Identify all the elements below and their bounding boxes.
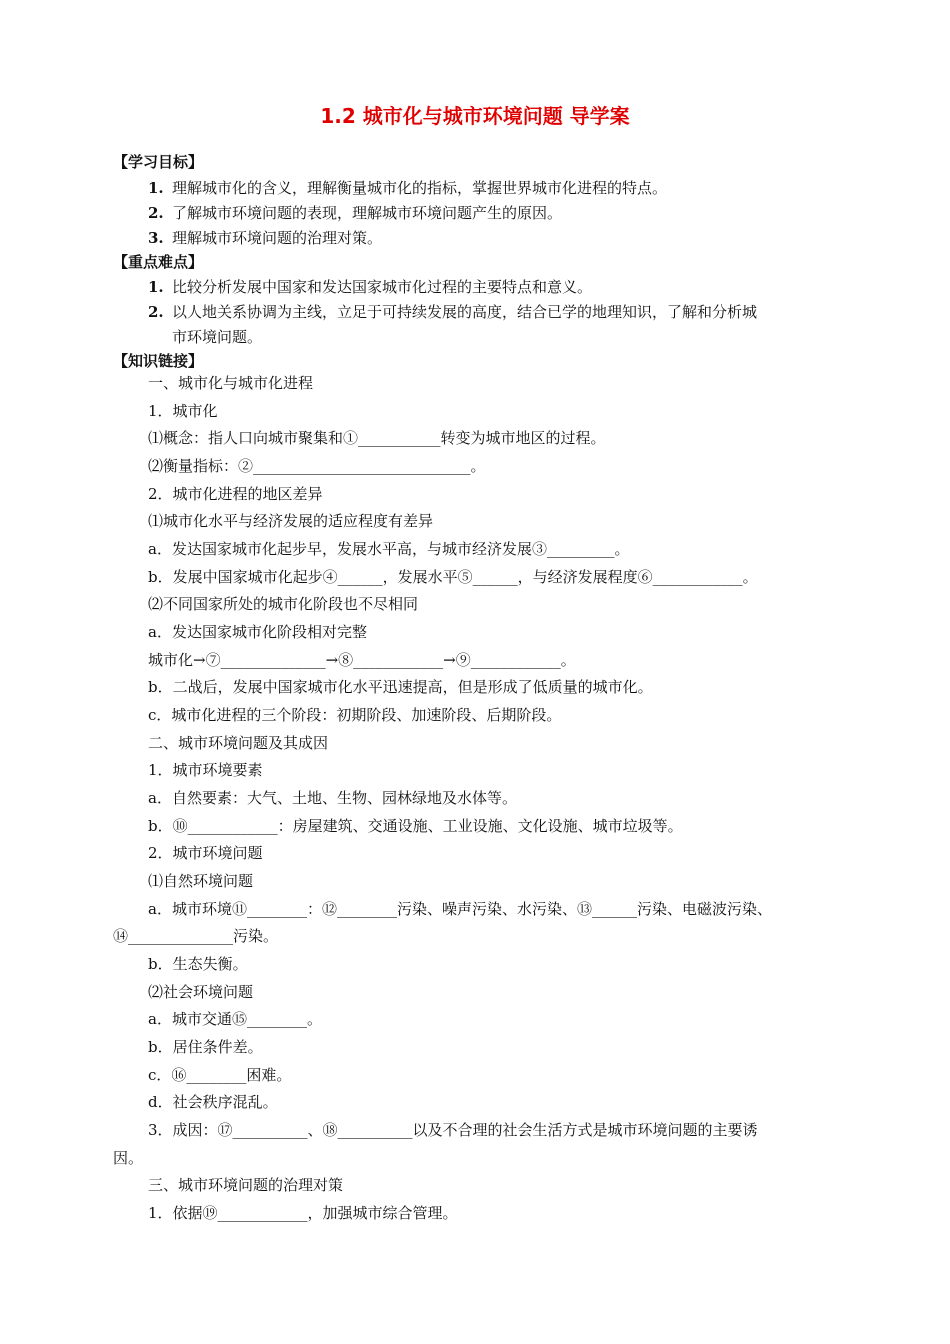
content-line: b．二战后，发展中国家城市化水平迅速提高，但是形成了低质量的城市化。 <box>148 678 653 696</box>
content-line: ⑵衡量指标：②_____________________________。 <box>148 457 486 475</box>
content-line: a．发达国家城市化起步早，发展水平高，与城市经济发展③_________。 <box>148 540 630 558</box>
content-line: c．城市化进程的三个阶段：初期阶段、加速阶段、后期阶段。 <box>148 706 562 724</box>
content-line: c．⑯________困难。 <box>148 1066 292 1084</box>
content-line: d．社会秩序混乱。 <box>148 1093 278 1111</box>
section-heading-key: 【重点难点】 <box>113 253 204 271</box>
key-item: 2. 以人地关系协调为主线，立足于可持续发展的高度，结合已学的地理知识，了解和分析城 <box>148 303 758 321</box>
section-heading-links: 【知识链接】 <box>113 352 204 370</box>
goal-item: 2. 了解城市环境问题的表现，理解城市环境问题产生的原因。 <box>148 204 563 222</box>
content-line: 二、城市环境问题及其成因 <box>148 734 329 752</box>
page-title: 1.2 城市化与城市环境问题 导学案 <box>320 104 630 128</box>
key-item-continued: 市环境问题。 <box>172 328 263 346</box>
content-line: ⑵不同国家所处的城市化阶段也不尽相同 <box>148 595 419 613</box>
content-line: 1．城市环境要素 <box>148 761 263 779</box>
content-line: b．发展中国家城市化起步④______，发展水平⑤______，与经济发展程度⑥____________。 <box>148 568 758 586</box>
content-line: 1．城市化 <box>148 402 218 420</box>
content-line: 一、城市化与城市化进程 <box>148 374 314 392</box>
content-line: a．城市环境⑪________：⑫________污染、噪声污染、水污染、⑬______污染、电磁波污染、 <box>148 900 772 918</box>
content-line: ⑴自然环境问题 <box>148 872 254 890</box>
goal-item: 3. 理解城市环境问题的治理对策。 <box>148 229 383 247</box>
key-item: 1. 比较分析发展中国家和发达国家城市化过程的主要特点和意义。 <box>148 278 593 296</box>
content-line: a．发达国家城市化阶段相对完整 <box>148 623 367 641</box>
content-line: ⑴概念：指人口向城市聚集和①___________转变为城市地区的过程。 <box>148 429 606 447</box>
content-line: b．居住条件差。 <box>148 1038 263 1056</box>
content-line: 1．依据⑲____________，加强城市综合管理。 <box>148 1204 458 1222</box>
goal-item: 1. 理解城市化的含义，理解衡量城市化的指标，掌握世界城市化进程的特点。 <box>148 179 668 197</box>
content-line: 因。 <box>113 1149 144 1167</box>
content-line: a．城市交通⑮________。 <box>148 1010 322 1028</box>
content-line: b．⑩____________：房屋建筑、交通设施、工业设施、文化设施、城市垃圾等。 <box>148 817 683 835</box>
content-line: a．自然要素：大气、土地、生物、园林绿地及水体等。 <box>148 789 517 807</box>
content-line: 城市化→⑦______________→⑧____________→⑨____________。 <box>148 651 576 669</box>
content-line: 2．城市环境问题 <box>148 844 263 862</box>
content-line: 三、城市环境问题的治理对策 <box>148 1176 344 1194</box>
content-line: ⑴城市化水平与经济发展的适应程度有差异 <box>148 512 434 530</box>
content-line: 3．成因：⑰__________、⑱__________以及不合理的社会生活方式是城市环境问题的主要诱 <box>148 1121 758 1139</box>
content-line: 2．城市化进程的地区差异 <box>148 485 323 503</box>
content-line: ⑭______________污染。 <box>113 927 279 945</box>
section-heading-goals: 【学习目标】 <box>113 153 204 171</box>
content-line: ⑵社会环境问题 <box>148 983 254 1001</box>
content-line: b．生态失衡。 <box>148 955 248 973</box>
